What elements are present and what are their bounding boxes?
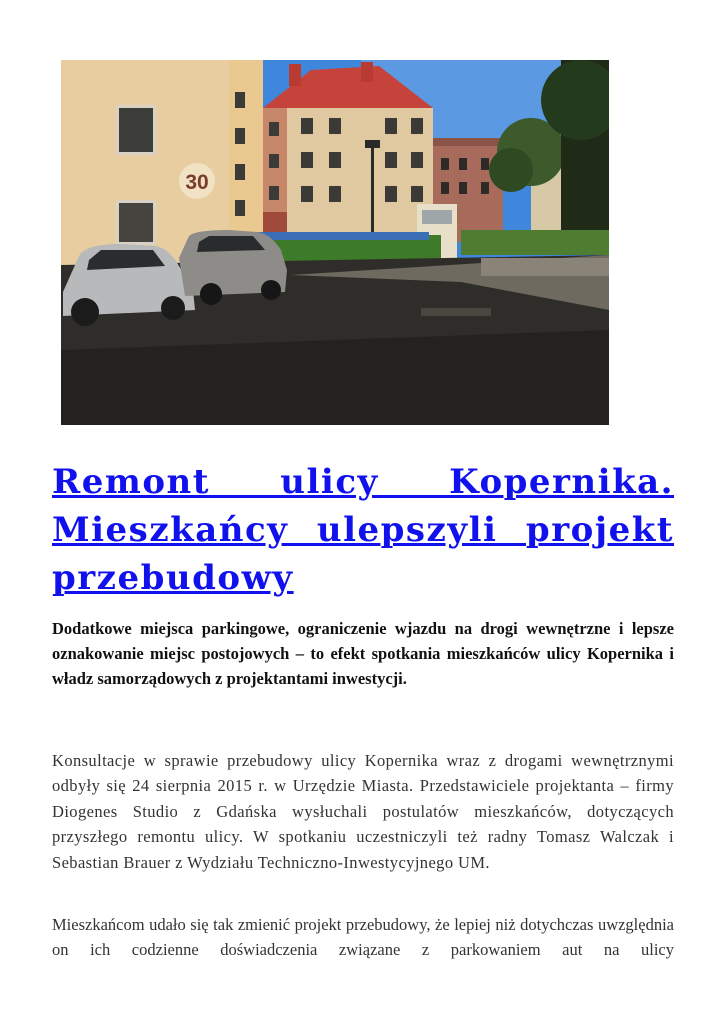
article-paragraph-1: Konsultacje w sprawie przebudowy ulicy Kopernika wraz z drogami wewnętrznymi odbyły się 24 sierpnia 2015 r. w Urzędzie Miasta. Przedstawiciele projektanta – firmy Diogenes Studio z Gdańska wysłuchali postulatów mieszkańców, dotyczących przyszłego remontu ulicy. W spotkaniu uczestniczyli też radny Tomasz Walczak i Sebastian Brauer z Wydziału Techniczno-Inwestycyjnego UM. <box>52 751 674 872</box>
article-lead: Dodatkowe miejsca parkingowe, ograniczenie wjazdu na drogi wewnętrzne i lepsze oznakowanie miejsc postojowych – to efekt spotkania mieszkańców ulicy Kopernika i władz samorządowych z projektantami inwestycji. <box>52 619 674 688</box>
article-title-link[interactable]: Remont ulicy Kopernika. Mieszkańcy ulepszyli projekt przebudowy <box>52 462 674 598</box>
street-scene-image <box>61 60 609 425</box>
article-photo <box>61 60 609 425</box>
article-paragraph-2: Mieszkańcom udało się tak zmienić projekt przebudowy, że lepiej niż dotychczas uwzględnia on ich codzienne doświadczenia związane z parkowaniem aut na ulicy <box>52 915 674 960</box>
article-title[interactable] <box>52 458 674 602</box>
building-number: 30 <box>185 171 209 194</box>
